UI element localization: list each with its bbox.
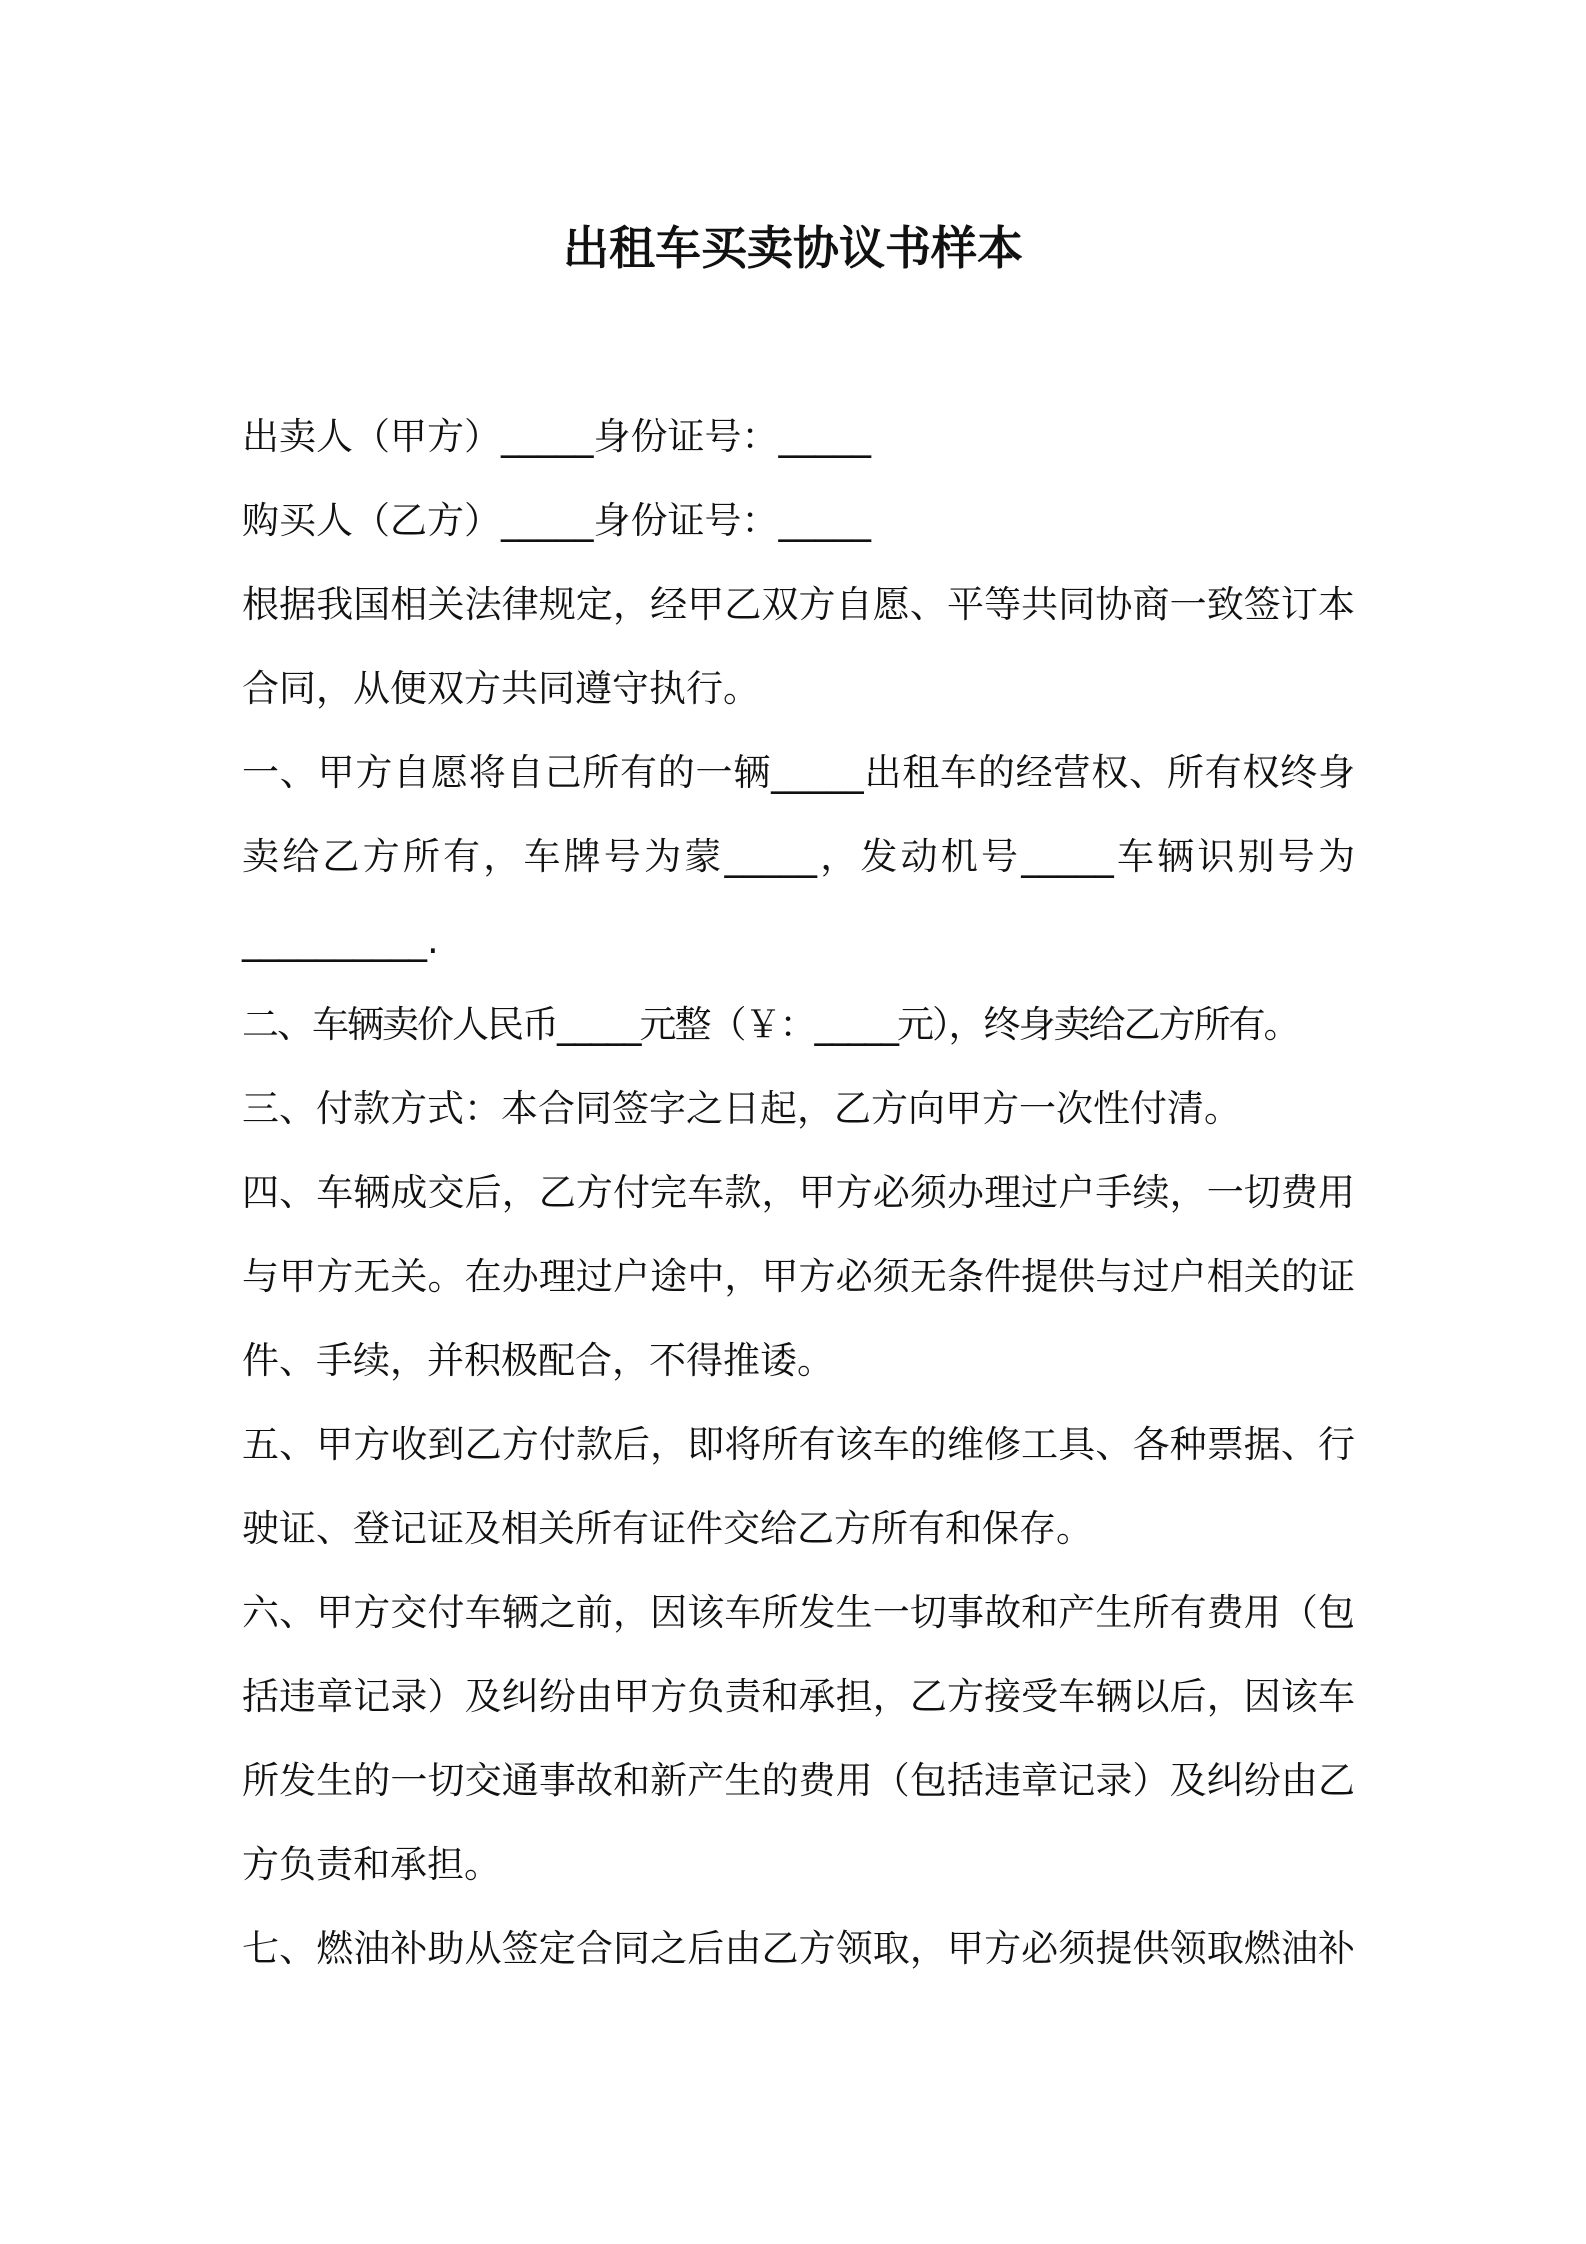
- clause-7-paragraph: [242, 1907, 1355, 1991]
- paragraph-line: 二、车辆卖价人民币_____元整（￥：_____元），终身卖给乙方所有。: [242, 1003, 1299, 1046]
- paragraph-line: 与甲方无关。在办理过户途中，甲方必须无条件提供与过户相关的证: [242, 1255, 1355, 1298]
- seller-info: [242, 395, 1355, 479]
- clause-1-paragraph: [242, 731, 1355, 983]
- clause-3-paragraph: [242, 1067, 1355, 1151]
- clause-5-paragraph: [242, 1403, 1355, 1571]
- preamble-paragraph: [242, 563, 1355, 731]
- paragraph-line: __________.: [242, 919, 439, 962]
- paragraph-line: 购买人（乙方）_____身份证号：_____: [242, 499, 871, 542]
- paragraph-line: 七、燃油补助从签定合同之后由乙方领取，甲方必须提供领取燃油补: [242, 1927, 1355, 1970]
- paragraph-line: 件、手续，并积极配合，不得推诿。: [242, 1339, 834, 1382]
- paragraph-line: 五、甲方收到乙方付款后，即将所有该车的维修工具、各种票据、行: [242, 1423, 1355, 1466]
- paragraph-line: 合同，从便双方共同遵守执行。: [242, 667, 760, 710]
- paragraph-line: 一、甲方自愿将自己所有的一辆_____出租车的经营权、所有权终身: [242, 751, 1355, 794]
- paragraph-line: 所发生的一切交通事故和新产生的费用（包括违章记录）及纠纷由乙: [242, 1759, 1355, 1802]
- paragraph-line: 驶证、登记证及相关所有证件交给乙方所有和保存。: [242, 1507, 1093, 1550]
- document-title: 出租车买卖协议书样本: [563, 221, 1023, 275]
- clause-4-paragraph: [242, 1151, 1355, 1403]
- paragraph-line: 括违章记录）及纠纷由甲方负责和承担，乙方接受车辆以后，因该车: [242, 1675, 1355, 1718]
- paragraph-line: 卖给乙方所有，车牌号为蒙_____，发动机号_____车辆识别号为: [242, 835, 1355, 878]
- clause-2-paragraph: [242, 983, 1355, 1067]
- paragraph-line: 三、付款方式：本合同签字之日起，乙方向甲方一次性付清。: [242, 1087, 1241, 1130]
- paragraph-line: 四、车辆成交后，乙方付完车款，甲方必须办理过户手续，一切费用: [242, 1171, 1355, 1214]
- paragraph-line: 方负责和承担。: [242, 1843, 501, 1886]
- paragraph-line: 根据我国相关法律规定，经甲乙双方自愿、平等共同协商一致签订本: [242, 583, 1355, 626]
- paragraph-line: 出卖人（甲方）_____身份证号：_____: [242, 415, 871, 458]
- paragraph-line: 六、甲方交付车辆之前，因该车所发生一切事故和产生所有费用（包: [242, 1591, 1355, 1634]
- clause-6-paragraph: [242, 1571, 1355, 1907]
- document-body: [242, 395, 1355, 1991]
- buyer-info: [242, 479, 1355, 563]
